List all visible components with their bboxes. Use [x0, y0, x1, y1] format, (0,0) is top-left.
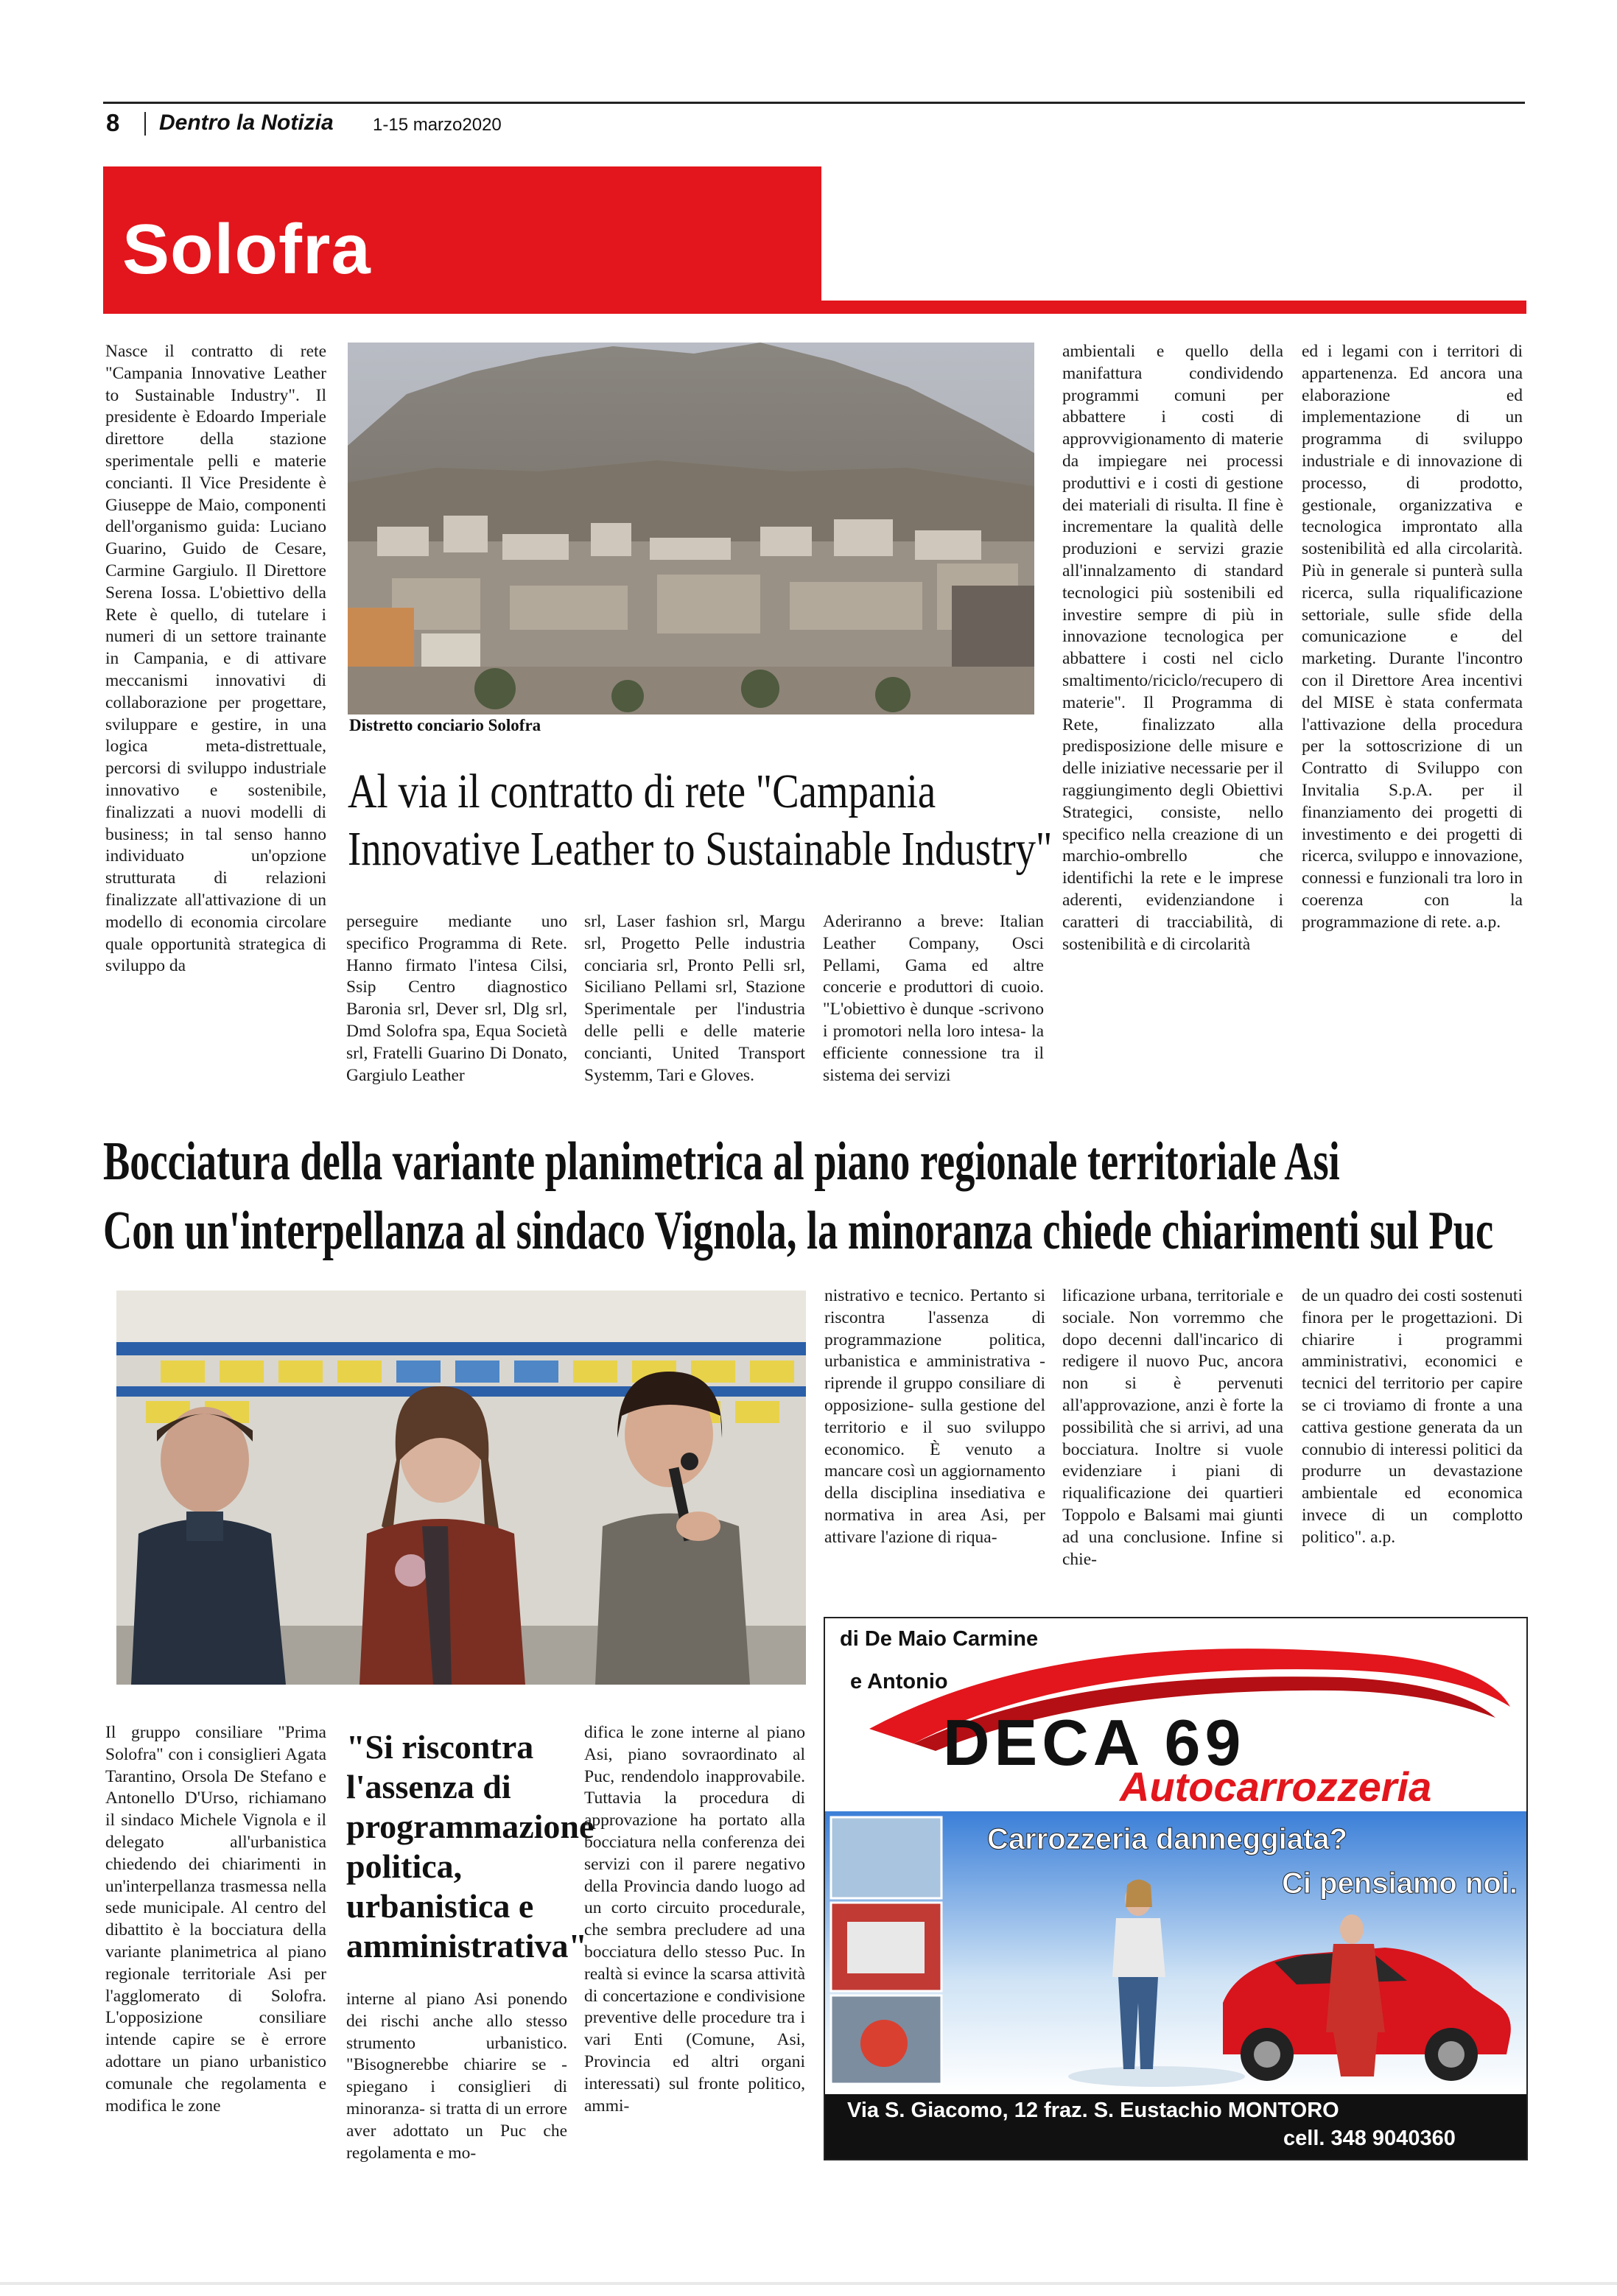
- section-banner-rule: [818, 301, 1526, 314]
- article1-column-5: ambientali e quello della manifattura condividendo programmi comuni per abbattere i costi di approvvigionamento di materie da impiegare nei processi produttivi e i costi di gestione dei materiali di risulta. Il fine è incrementare la qualità delle produzioni e servizi grazie all'innalzamento di standard tecnologici più sostenibili ed investire sempre di più in innovazione tecnologica per abbattere i costi nel ciclo smaltimento/riciclo/recupero di materie". Il Programma di Rete, finalizzato alla predisposizione delle misure e delle iniziative necessarie per il raggiungimento degli Obiettivi Strategici, consiste, nello specifico nella creazione di un marchio-ombrello che identifichi la rete e le imprese aderenti, evidenziandone i caratteri di tracciabilità, di sostenibilità e di circolarità: [1062, 342, 1283, 954]
- ad-brand-logo: DECA 69: [943, 1706, 1246, 1779]
- section-title: Solofra: [122, 210, 371, 289]
- article2-photo-councillors: [116, 1291, 806, 1685]
- ad-owner-line-1: di De Maio Carmine: [840, 1627, 1039, 1651]
- article2-column-2: interne al piano Asi ponendo dei rischi anche allo stesso strumento urbanistico. "Bisognerebbe chiarire se -spiegano i consiglieri di minoranza- si tratta di un errore aver adottato un Puc che regolamenta e mo-: [346, 1990, 567, 2163]
- article2-column-6: de un quadro dei costi sostenuti finora per le progettazioni. Di chiarire i programmi amministrativi, economici e tecnici del territorio per capire se ci troviamo di fronte a una cattiva gestione generata da un connubio di interessi politici da produrre un devastazione ambientale ed economica invece di un complotto politico". a.p.: [1302, 1286, 1523, 1547]
- ad-subtitle: Autocarrozzeria: [1120, 1763, 1432, 1810]
- article1-column-4: Aderiranno a breve: Italian Leather Company, Osci Pellami, Gama ed altre concerie e produttori di cuoio. "L'obiettivo è dunque -scrivono i promotori nella loro intesa- la efficiente connessione tra il sistema dei servizi: [823, 912, 1044, 1085]
- article2-column-5: lificazione urbana, territoriale e sociale. Non vorremmo che dopo decenni dall'incarico di redigere il nuovo Puc, ancora non si è pervenuti all'approvazione, anzi è forte la possibilità che si arrivi, ad una bocciatura. Inoltre si vuole evidenziare i piani di riqualificazione dei quartieri Toppolo e Balsami mai giunti ad una conclusione. Infine si chie-: [1062, 1286, 1283, 1569]
- header-divider: [144, 112, 146, 136]
- ad-phone: cell. 348 9040360: [1283, 2127, 1456, 2150]
- article2-column-4: nistrativo e tecnico. Pertanto si riscontra l'assenza di programmazione politica, urbanistica e amministrativa -riprende il gruppo consiliare di opposizione- sulla gestione del territorio e il suo sviluppo economico. È venuto a mancare così un aggiornamento della disciplina insediativa e normativa in area Asi, per attivare l'azione di riqua-: [824, 1286, 1045, 1547]
- article2-column-1: Il gruppo consiliare "Prima Solofra" con i consiglieri Agata Tarantino, Orsola De Stefano e Antonello D'Urso, richiamano il sindaco Michele Vignola e il delegato all'urbanistica chiedendo dei chiarimenti in un'interpellanza trasmessa nella sede municipale. Al centro del dibattito è la bocciatura della variante planimetrica al piano regionale territoriale Asi per l'agglomerato di Solofra. L'opposizione consiliare intende capire se è errore adottare un piano urbanistico comunale che regolamenta e modifica le zone: [105, 1723, 326, 2116]
- article1-photo-solofra-district: [348, 343, 1034, 715]
- header-rule: [103, 102, 1525, 104]
- publication-date: 1-15 marzo2020: [373, 115, 502, 135]
- advertisement-deca69: [824, 1617, 1528, 2160]
- article1-column-1: Nasce il contratto di rete "Campania Innovative Leather to Sustainable Industry". Il presidente è Edoardo Imperiale direttore della stazione sperimentale pelli e materie concianti. Il Vice Presidente è Giuseppe de Maio, componenti dell'organismo guida: Luciano Guarino, Guido de Cesare, Carmine Gargiulo. Il Direttore Serena Iossa. L'obiettivo della Rete è quello, di tutelare i numeri di un settore trainante in Campania, e di attivare meccanismi innovativi di collaborazione per progettare, sviluppare e gestire, in una logica meta-distrettuale, percorsi di sviluppo industriale innovativo e sostenibile, finalizzati a nuovi modelli di business; in tal senso hanno individuato un'opzione strutturata di relazioni finalizzate all'attivazione di un modello di economia circolare quale opportunità strategica di sviluppo da: [105, 342, 326, 976]
- ad-owner-line-2: e Antonio: [850, 1670, 948, 1693]
- article1-column-3: srl, Laser fashion srl, Margu srl, Progetto Pelle industria conciaria srl, Pronto Pelli srl, Siciliano Pellami srl, Stazione Sperimentale per l'industria delle pelli e delle materie concianti, United Transport Systemm, Tari e Gloves.: [584, 912, 805, 1085]
- article2-headline-line-2: Con un'interpellanza al sindaco Vignola, la minoranza chiede chiarimenti sul Puc: [103, 1201, 1494, 1261]
- photo-caption: Distretto conciario Solofra: [349, 716, 541, 734]
- article1-column-2: perseguire mediante uno specifico Programma di Rete. Hanno firmato l'intesa Cilsi, Ssip Centro diagnostico Baronia srl, Dever srl, Dlg srl, Dmd Solofra spa, Equa Società srl, Fratelli Guarino Di Donato, Gargiulo Leather: [346, 912, 567, 1085]
- footer-rule: [0, 2282, 1617, 2285]
- page-number: 8: [106, 109, 120, 136]
- publication-name: Dentro la Notizia: [159, 110, 334, 135]
- ad-tagline-2: Ci pensiamo noi.: [1282, 1867, 1518, 1900]
- article2-column-3: difica le zone interne al piano Asi, piano sovraordinato al Puc, rendendolo inapprovabile. Tuttavia la procedura di approvazione ha portato alla bocciatura nella conferenza dei servizi con il parere negativo della Provincia dando luogo ad un corto circuito procedurale, che sembra precludere ad una bocciatura dello stesso Puc. In realtà si evince la scarsa attività di concertazione e condivisione preventive delle procedure tra i vari Enti (Comune, Asi, Provincia ed altri organi interessati) sul fronte politico, ammi-: [584, 1723, 805, 2116]
- article2-pullquote: "Si riscontra l'assenza di programmazione politica, urbanistica e amministrativa": [346, 1728, 594, 1965]
- ad-address: Via S. Giacomo, 12 fraz. S. Eustachio MONTORO: [847, 2099, 1339, 2122]
- article2-headline-line-1: Bocciatura della variante planimetrica al piano regionale territoriale Asi: [103, 1131, 1340, 1192]
- article2-headline: [103, 1127, 1494, 1265]
- article1-headline-line-2: Innovative Leather to Sustainable Industry": [348, 822, 1053, 876]
- ad-tagline-1: Carrozzeria danneggiata?: [987, 1823, 1348, 1856]
- article1-headline-line-1: Al via il contratto di rete "Campania: [348, 765, 936, 818]
- article1-column-6: ed i legami con i territori di appartenenza. Ed ancora una elaborazione ed implementazione di un programma di sviluppo industriale e di innovazione di processo, di prodotto, gestionale, organizzativa e tecnologica improntato alla sostenibilità ed alla circolarità. Più in generale si punterà sulla ricerca, sulla riqualificazione settoriale, sulle sfide della comunicazione e del marketing. Durante l'incontro con il Direttore Area incentivi del MISE è stata confermata l'attivazione della procedura per la sottoscrizione di un Contratto di Sviluppo con Invitalia S.p.A. per il finanziamento dei progetti di investimento e dei progetti di ricerca, sviluppo e innovazione, connessi e funzionali tra loro in coerenza con la programmazione di rete. a.p.: [1302, 342, 1523, 932]
- article1-headline: [348, 763, 1053, 878]
